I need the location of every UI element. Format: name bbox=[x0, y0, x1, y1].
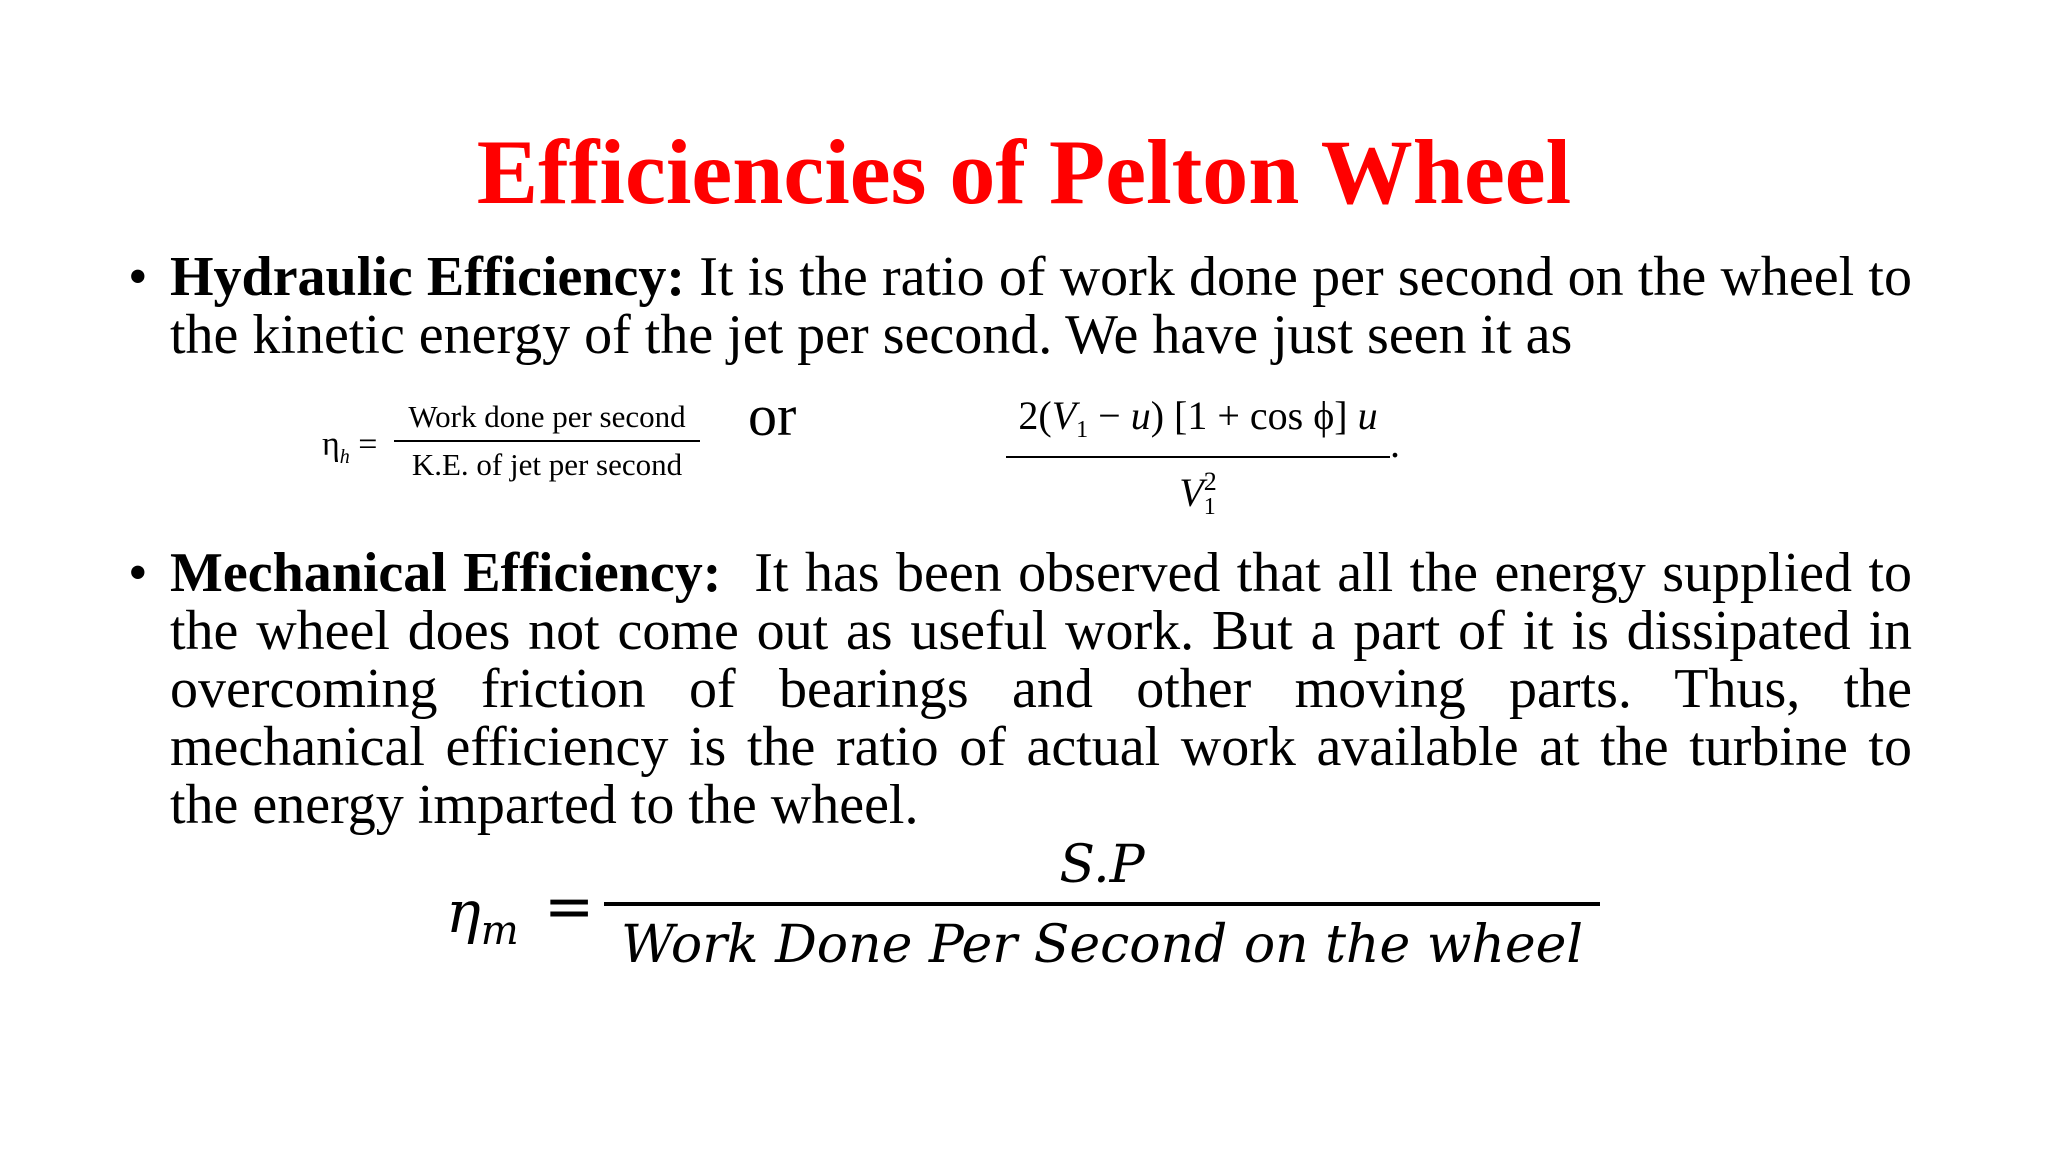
fraction-bar bbox=[604, 902, 1600, 906]
fraction-bar bbox=[1006, 456, 1390, 458]
bullet-mechanical-efficiency bbox=[128, 542, 1927, 836]
bullet-text bbox=[170, 542, 1927, 836]
mechanical-fraction bbox=[604, 834, 1600, 976]
eta-h-symbol bbox=[322, 428, 377, 474]
num-v: V bbox=[1051, 393, 1077, 438]
velocity-fraction bbox=[1006, 394, 1390, 529]
bullet-body: It has been observed that all the energy supplied to the wheel does not come out as useful work. But a part of it is dissipated in overcoming friction of bearings and other moving parts. Thus, the mechanical efficiency is the ratio of actual work available at the turbine to the energy imparted to the wheel. bbox=[170, 542, 1927, 836]
bullet-marker: • bbox=[128, 542, 148, 604]
eta-subscript: h bbox=[339, 445, 350, 468]
eta-letter: η bbox=[322, 426, 340, 463]
num-part: ) [1 + cos ϕ] bbox=[1150, 393, 1358, 438]
equals-sign: = bbox=[358, 426, 378, 463]
fraction-denominator bbox=[1006, 460, 1390, 529]
den-v-sup: 2 bbox=[1203, 467, 1217, 496]
hydraulic-fraction bbox=[394, 398, 700, 484]
or-connector: or bbox=[748, 383, 797, 448]
eta-letter: η bbox=[446, 878, 481, 946]
fraction-bar bbox=[394, 440, 700, 442]
fraction-denominator: Work Done Per Second on the wheel bbox=[620, 915, 1584, 975]
fraction-numerator bbox=[1006, 394, 1390, 452]
bullet-hydraulic-efficiency bbox=[128, 246, 1912, 366]
fraction-numerator: S.P bbox=[1059, 835, 1145, 895]
num-u: u bbox=[1130, 393, 1151, 438]
bullet-marker: • bbox=[128, 246, 148, 308]
eta-subscript: m bbox=[480, 908, 519, 954]
num-part: 2( bbox=[1018, 393, 1052, 438]
num-part: − bbox=[1088, 393, 1131, 438]
num-v-sub: 1 bbox=[1076, 417, 1089, 443]
slide-title: Efficiencies of Pelton Wheel bbox=[476, 121, 1572, 223]
den-v-sub: 1 bbox=[1203, 494, 1216, 520]
bullet-term: Hydraulic Efficiency: bbox=[170, 246, 686, 308]
num-u: u bbox=[1357, 393, 1378, 438]
bullet-body: It is the ratio of work done per second on the wheel to the kinetic energy of the jet per second. We have just seen it as bbox=[170, 246, 1912, 366]
eta-m-symbol bbox=[446, 880, 519, 963]
equals-sign: = bbox=[544, 872, 595, 942]
bullet-text bbox=[170, 248, 1912, 364]
fraction-denominator: K.E. of jet per second bbox=[411, 447, 683, 482]
formula-period: . bbox=[1390, 421, 1400, 466]
fraction-numerator: Work done per second bbox=[408, 399, 686, 434]
den-v: V bbox=[1179, 470, 1204, 515]
bullet-term: Mechanical Efficiency: bbox=[170, 542, 722, 604]
